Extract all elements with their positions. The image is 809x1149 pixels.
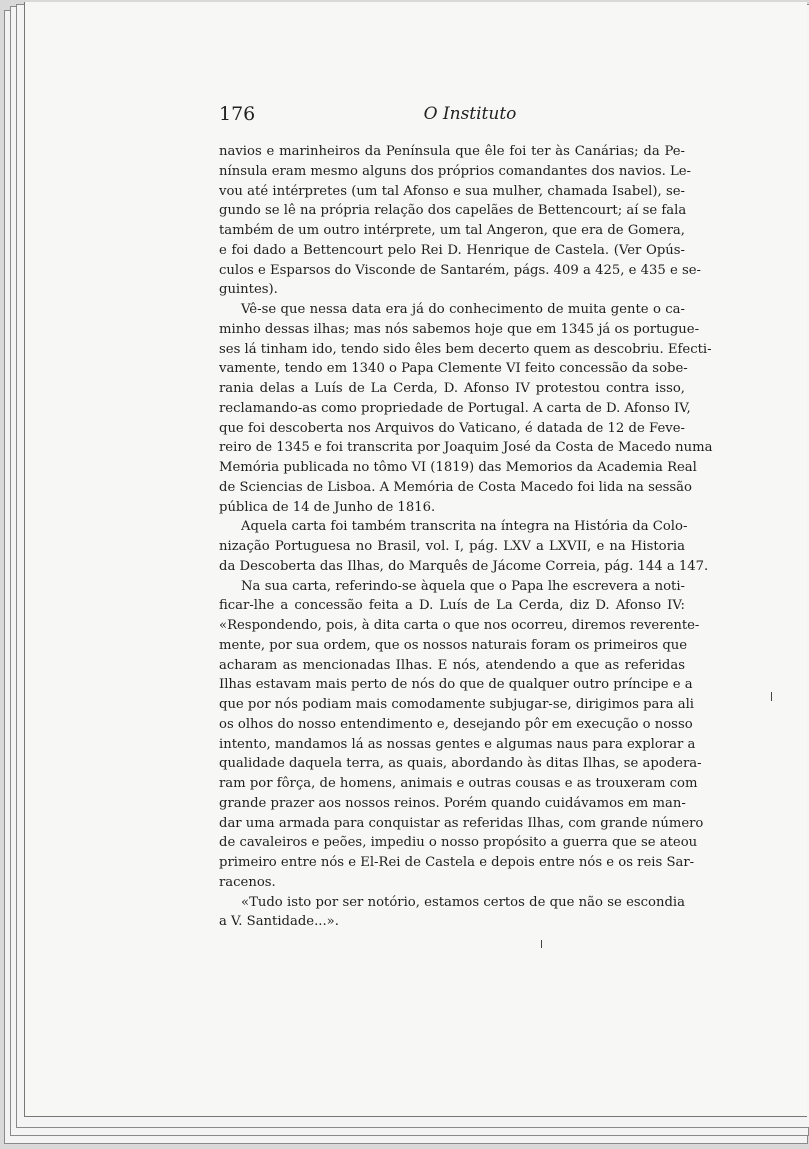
page-number: 176 (219, 103, 256, 125)
text-line: dar uma armada para conquistar as referidas Ilhas, com grande número (219, 815, 704, 831)
stray-mark (541, 940, 542, 948)
text-line: que por nós podiam mais comodamente subjugar-se, dirigimos para ali (219, 697, 695, 712)
text-line: os olhos do nosso entendimento e, desejando pôr em execução o nosso (219, 716, 693, 732)
text-line: vamente, tendo em 1340 o Papa Clemente VI feito concessão da sobe- (219, 361, 688, 377)
text-line: guintes). (219, 282, 278, 298)
paragraph (219, 577, 704, 893)
text-line: «Tudo isto por ser notório, estamos certos de que não se escondia (241, 894, 685, 910)
paragraph (219, 142, 702, 300)
text-line: culos e Esparsos do Visconde de Santarém, págs. 409 a 425, e 435 e se- (219, 262, 702, 278)
text-line: racenos. (219, 874, 276, 890)
text-line: mente, por sua ordem, que os nossos naturais foram os primeiros que (219, 637, 688, 653)
running-title: O Instituto (423, 104, 517, 124)
text-line: Aquela carta foi também transcrita na íntegra na História da Colo- (241, 519, 688, 535)
text-line: primeiro entre nós e El-Rei de Castela e depois entre nós e os reis Sar- (219, 855, 695, 870)
paragraph (219, 300, 713, 517)
text-line: Na sua carta, referindo-se àquela que o Papa lhe escrevera a noti- (241, 578, 685, 594)
text-line: reclamando-as como propriedade de Portugal. A carta de D. Afonso IV, (219, 400, 691, 416)
text-line: pública de 14 de Junho de 1816. (219, 499, 436, 515)
text-line: Ilhas estavam mais perto de nós do que de qualquer outro príncipe e a (219, 677, 693, 693)
text-line: navios e marinheiros da Península que êle foi ter às Canárias; da Pe- (219, 144, 685, 159)
page-header (219, 103, 681, 129)
text-line: também de um outro intérprete, um tal Angeron, que era de Gomera, (219, 223, 685, 238)
text-line: a V. Santidade...». (219, 914, 339, 930)
text-line: que foi descoberta nos Arquivos do Vaticano, é datada de 12 de Feve- (219, 420, 685, 436)
text-line: acharam as mencionadas Ilhas. E nós, atendendo a que as referidas (219, 657, 685, 673)
text-line: «Respondendo, pois, à dita carta o que nos ocorreu, diremos reverente- (219, 618, 700, 633)
text-line: gundo se lê na própria relação dos capelães de Bettencourt; aí se fala (219, 203, 687, 219)
text-line: de cavaleiros e peões, impediu o nosso propósito a guerra que se ateou (219, 835, 698, 851)
text-line: nização Portuguesa no Brasil, vol. I, pág. LXV a LXVII, e na Historia (219, 539, 685, 554)
text-line: qualidade daquela terra, as quais, abordando às ditas Ilhas, se apodera- (219, 756, 702, 772)
text-line: Memória publicada no tômo VI (1819) das Memorios da Academia Real (219, 460, 697, 475)
text-line: minho dessas ilhas; mas nós sabemos hoje que em 1345 já os portugue- (219, 321, 700, 337)
text-line: nínsula eram mesmo alguns dos próprios comandantes dos navios. Le- (219, 163, 691, 179)
text-line: intento, mandamos lá as nossas gentes e algumas naus para explorar a (219, 736, 696, 752)
body-text (219, 142, 713, 932)
text-line: da Descoberta das Ilhas, do Marquês de Jácome Correia, pág. 144 a 147. (219, 558, 709, 574)
paragraph (219, 517, 709, 576)
stray-mark (771, 692, 772, 701)
text-line: grande prazer aos nossos reinos. Porém quando cuidávamos em man- (219, 795, 686, 811)
text-line: reiro de 1345 e foi transcrita por Joaquim José da Costa de Macedo numa (219, 440, 713, 456)
text-line: ses lá tinham ido, tendo sido êles bem decerto quem as descobriu. Efecti- (219, 341, 712, 357)
text-line: rania delas a Luís de La Cerda, D. Afonso IV protestou contra isso, (219, 381, 685, 396)
text-line: e foi dado a Bettencourt pelo Rei D. Henrique de Castela. (Ver Opús- (219, 242, 685, 258)
text-line: vou até intérpretes (um tal Afonso e sua mulher, chamada Isabel), se- (219, 183, 685, 199)
paragraph (219, 893, 685, 933)
text-line: Vê-se que nessa data era já do conhecimento de muita gente o ca- (241, 302, 685, 317)
text-line: ram por fôrça, de homens, animais e outras cousas e as trouxeram com (219, 776, 698, 791)
text-line: de Sciencias de Lisboa. A Memória de Costa Macedo foi lida na sessão (219, 479, 692, 495)
text-line: ficar-lhe a concessão feita a D. Luís de La Cerda, diz D. Afonso IV: (219, 598, 685, 614)
